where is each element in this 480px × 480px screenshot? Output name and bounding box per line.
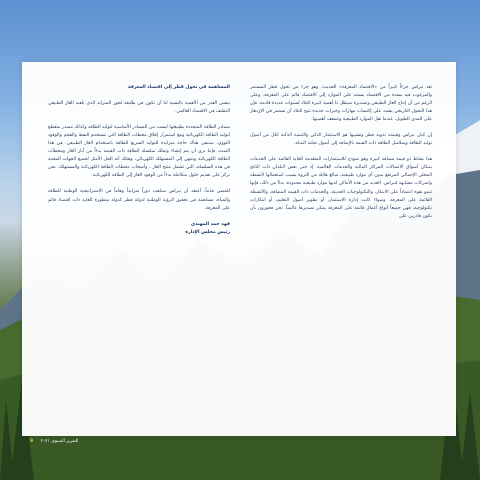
right-column <box>250 84 432 229</box>
page-footer <box>30 439 78 444</box>
section-lead: المساهمة في تحول قطر إلى اقتصاد المعرفة <box>128 85 230 90</box>
signature-name: فهد حمد المهندي <box>190 221 230 227</box>
publication-name: التقرير السنوي ٢٠٢١ <box>40 439 79 444</box>
content-panel <box>22 62 456 436</box>
page-number: 9 <box>30 439 34 444</box>
left-paragraph-3: للمضي قدماً، أعتقد أن نبراس ستلعب دوراً متزايداً وهاماً في الاستراتيجية الوطنية للطاقة والمياه، مساهمة في تحقيق الرؤية الوطنية لدولة قطر كدولة متطورة للغاية ذات اقتصاد قائم على المعرفة. <box>48 189 230 211</box>
signature-block <box>48 221 230 237</box>
right-paragraph-3: هذا نشاط ذو قيمة مضافة كبيرة وهو نموذج للاستثمارات المتقدمة للغاية القائمة على الخدمات بمكان أسواق الاتصالات المراكز المالية والخدمات العالمية. إذ حتى بعض البلدان ذات الناتج المحلي الإجمالي المرتفع بدون أي موارد طبيعية، مبالغ هائلة من الثروة بسبب استعمالها لأنشطة واشركات مشابهة لنبراس. العديد من هذه الأماكن لديها موارد طبيعية محدودة، بدلاً من ذلك، فإنها تنمو بقوة اعتماداً على الابتكار، والتكنولوجيات الحديثة، والخدمات ذات القيمة المضافة، والأنشطة القائمة على المعرفة. وسواء كانت إدارة الاستثمار، أو تطوير أصول التعليم، أو ابتكارات تكنولوجية، فهي جميعاً أنواع أعمال قائمة على المعرفة يمكن تصديرها عالمياً. نحن فخورون بأن نكون قادرين على <box>250 157 432 219</box>
right-paragraph-1: تعد نبراس جزءاً كبيراً من «الاقتصاد المعرفة» الحديث، وهو جزء من تحول قطر المستمر والمرغوب فيه بشدة من الاقتصاد يستند على الموارد إلى الاقتصاد قائم على المعرفة. وعلى الرغم من أن إنتاج الغاز الطبيعي وتصديره سيظل ذا أهمية كبيرة للبلاد لسنوات عديدة قادمة، فإن هذا التحول التاريخي يشدد على إكتساب مهارات وخبرات جديدة تتيح للبلاد أن تستمر في الإزدهار على المدى الطويل، عندما تقل الموارد الطبيعية وتضعف أهميتها. <box>250 85 432 123</box>
right-paragraph-2: إن كيان نبراس وقيمته تدوية قطر وتشبيها هو الاستثمار الذكي والتنمية الذكية لكل من أصول توليد الطاقة وسلاسل الطاقة ذات القيمة بالإضافة إلى أصول تحلية المياه. <box>250 133 432 147</box>
signature-title: رئيس مجلس الإدارة <box>185 229 230 235</box>
left-paragraph-2: مصادر الطاقة المتجددة بطبيعتها ليست من المصادر الأساسية لتوليد الطاقة وكذلك مصدر متقطع لتوليد الطاقة الكهربائية ومع استمرار إغلاق محطات الطاقة التي تستخدم النفط والفحم والوقود النووي، ستبقى هناك حاجة متزايدة للتوليد السريع للطاقة باستخدام الغاز الطبيعي. في هذا الصدد، فإننا نرى أن يتم إنشاء وتملك سلسلة الطاقة ذات القيمة بدءاً من آبار الغاز ومحطات الطاقة الكهربائية وتنتهي إلى المستهلك الكهربائي، وهنلك أنه الحل الأمثل لجميع الجهات المعنية في هذه السلسلة، التي تشمل منتج الغاز ، وأصحاب محطات الطاقة الكهربائية والمستهلك. نحن نركز على تقديم حلول متكاملة بدءاً من الوقود الغاز إلى الطاقة الكهربائية. <box>48 125 230 179</box>
left-column <box>48 84 230 237</box>
left-paragraph-1: بنفس القدر من الأهمية بالنسبة لنا أن نكون في طليعة لحور المتزايد الذي يلعبه الغاز الطبيعي النظيف في الاقتصاد العالمي. <box>48 101 230 115</box>
